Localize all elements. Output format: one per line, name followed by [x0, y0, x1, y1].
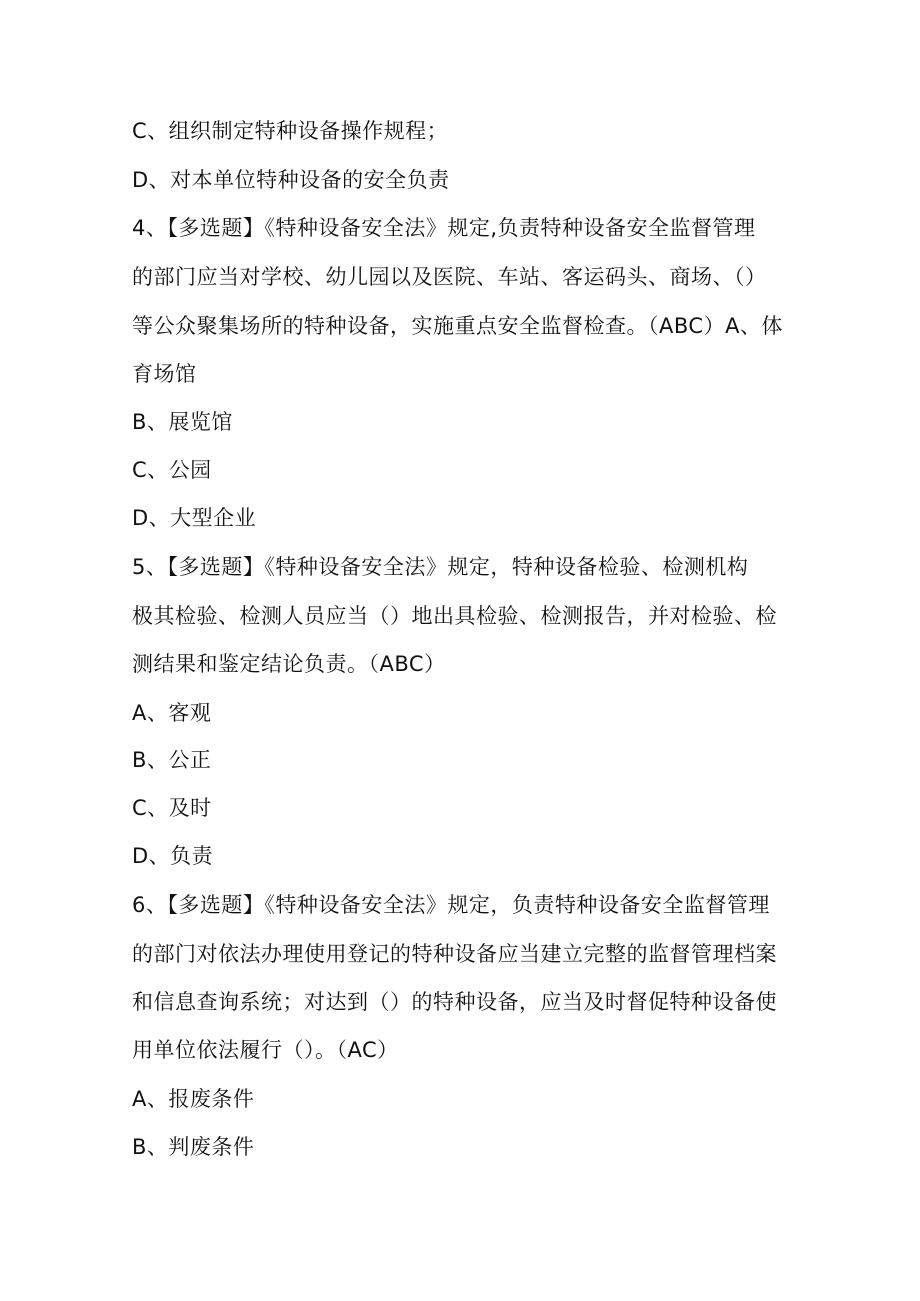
- question-6-line-1: 6、【多选题】《特种设备安全法》规定，负责特种设备安全监督管理: [132, 893, 770, 917]
- option-c: C、公园: [132, 458, 212, 482]
- option-a: A、报废条件: [132, 1087, 255, 1111]
- question-4-line-1: 4、【多选题】《特种设备安全法》规定,负责特种设备安全监督管理: [132, 216, 756, 240]
- option-c: C、及时: [132, 796, 212, 820]
- question-4-line-2: 的部门应当对学校、幼儿园以及医院、车站、客运码头、商场、（）: [132, 265, 767, 289]
- text-line: C、组织制定特种设备操作规程；: [132, 119, 449, 143]
- option-a: A、客观: [132, 701, 212, 725]
- option-d: D、大型企业: [132, 506, 257, 530]
- question-5-line-3: 测结果和鉴定结论负责。（ABC）: [132, 652, 446, 676]
- text-line: D、对本单位特种设备的安全负责: [132, 168, 450, 192]
- question-4-line-4: 育场馆: [132, 362, 197, 386]
- question-6-line-3: 和信息查询系统；对达到（）的特种设备，应当及时督促特种设备使: [132, 990, 777, 1014]
- question-5-line-2: 极其检验、检测人员应当（）地出具检验、检测报告，并对检验、检: [132, 604, 777, 628]
- question-6-line-2: 的部门对依法办理使用登记的特种设备应当建立完整的监督管理档案: [132, 942, 777, 966]
- question-5-line-1: 5、【多选题】《特种设备安全法》规定，特种设备检验、检测机构: [132, 555, 749, 579]
- option-b: B、判废条件: [132, 1135, 255, 1159]
- option-b: B、公正: [132, 748, 212, 772]
- option-b: B、展览馆: [132, 410, 233, 434]
- question-4-line-3: 等公众聚集场所的特种设备，实施重点安全监督检查。（ABC）A、体: [132, 314, 783, 338]
- option-d: D、负责: [132, 844, 214, 868]
- question-6-line-4: 用单位依法履行（）。（AC）: [132, 1038, 399, 1062]
